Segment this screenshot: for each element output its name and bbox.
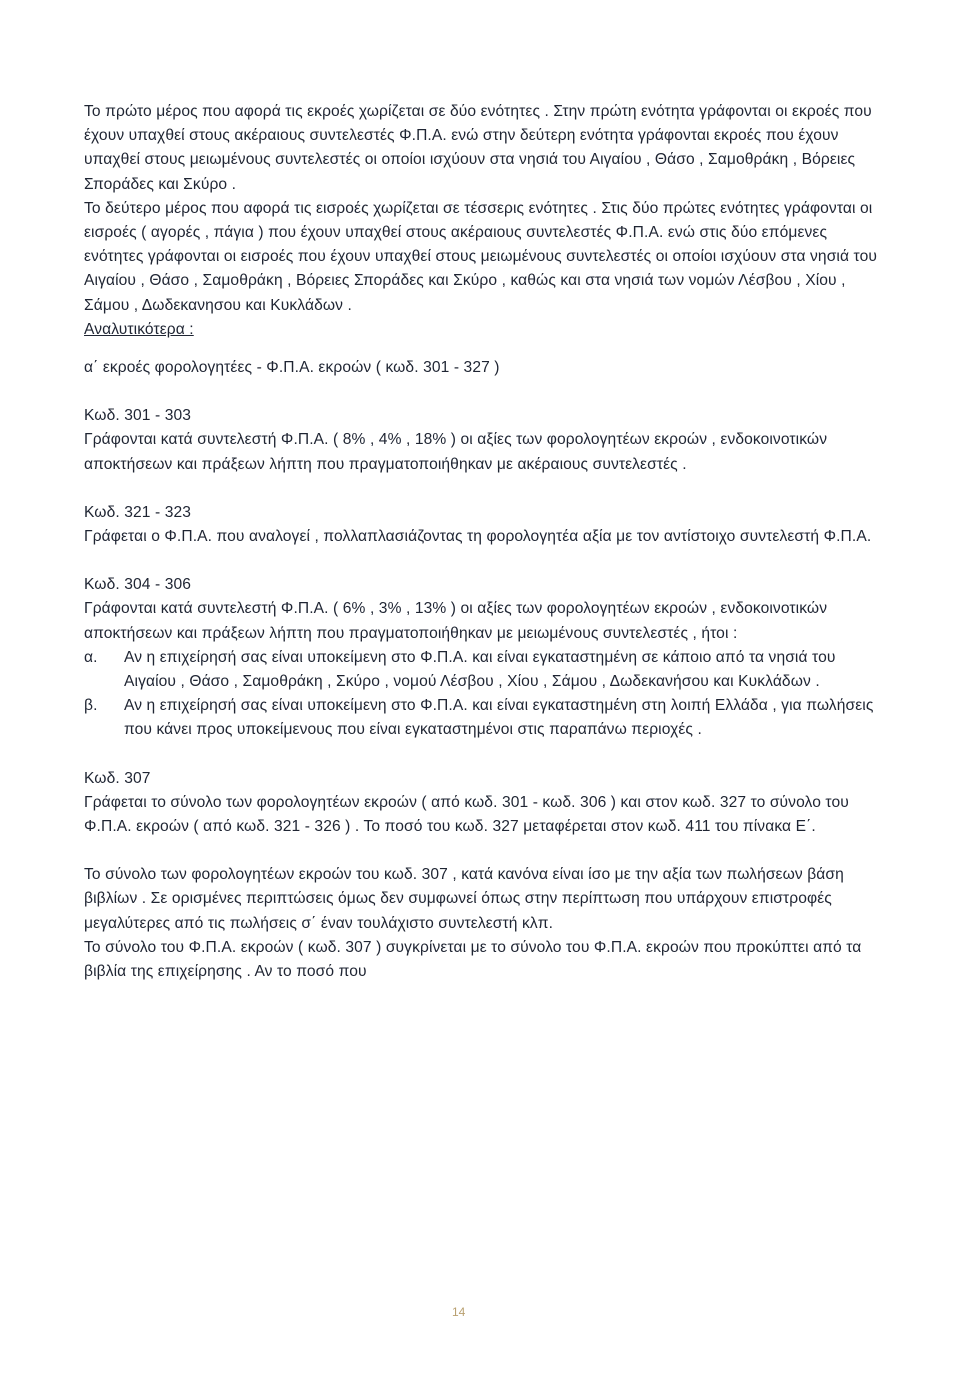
list-item-text: Αν η επιχείρησή σας είναι υποκείμενη στο Φ.Π.Α. και είναι εγκαταστημένη στη λοιπή Ελλάδα , για πωλήσεις που κάνει προς υποκείμενους που είναι εγκαταστημένοι στις παραπάνω περιοχές .	[124, 697, 874, 739]
list-item-marker: β.	[84, 697, 98, 715]
intro-paragraph-inputs: Το δεύτερο μέρος που αφορά τις εισροές χωρίζεται σε τέσσερις ενότητες . Στις δύο πρώτες ενότητες γράφονται οι εισροές ( αγορές , πάγια ) που έχουν υπαχθεί στους ακέραιους συντελεστές Φ.Π.Α. ενώ στις δύο επόμενες ενότητες γράφονται οι εισροές που έχουν υπαχθεί στους μειωμένους συντελεστές οι οποίοι ισχύουν στα νησιά του Αιγαίου , Θάσο , Σαμοθράκη , Βόρειες Σποράδες και Σκύρο , καθώς και στα νησιά των νομών Λέσβου , Χίου , Σάμου , Δωδεκανησου και Κυκλάδων .	[84, 199, 877, 314]
page-number: 14	[452, 1305, 466, 1319]
code-307-title: Κωδ. 307	[84, 769, 151, 787]
section-a-title: α΄ εκροές φορολογητέες - Φ.Π.Α. εκροών ( κωδ. 301 - 327 )	[84, 359, 500, 377]
list-item-text: Αν η επιχείρησή σας είναι υποκείμενη στο Φ.Π.Α. και είναι εγκαταστημένη σε κάποιο από τα νησιά του Αιγαίου , Θάσο , Σαμοθράκη , Σκύρο , νομού Λέσβου , Χίου , Σάμου , Δωδεκανήσου και Κυκλάδων .	[124, 648, 836, 691]
page-content	[84, 100, 884, 984]
code-301-title: Κωδ. 301 - 303	[84, 407, 192, 425]
list-item	[84, 646, 884, 694]
closing-paragraph-totals: Το σύνολο του Φ.Π.Α. εκροών ( κωδ. 307 ) συγκρίνεται με το σύνολο του Φ.Π.Α. εκροών που προκύπτει από τα βιβλία της επιχείρησης . Αν το ποσό που	[84, 938, 862, 981]
list-item	[84, 694, 884, 742]
code-304-title: Κωδ. 304 - 306	[84, 576, 192, 594]
closing-paragraph-comparison: Το σύνολο των φορολογητέων εκροών του κωδ. 307 , κατά κανόνα είναι ίσο με την αξία των πωλήσεων βάση βιβλίων . Σε ορισμένες περιπτώσεις όμως δεν συμφωνεί όπως στην περίπτωση που υπάρχουν επιστροφές μεγαλύτερες από τις πωλήσεις σ΄ έναν τουλάχιστο συντελεστή κλπ.	[84, 866, 844, 932]
list-item-marker: α.	[84, 648, 98, 666]
code-304-text: Γράφονται κατά συντελεστή Φ.Π.Α. ( 6% , 3% , 13% ) οι αξίες των φορολογητέων εκροών , ενδοκοινοτικών αποκτήσεων και πράξεων λήπτη που πραγματοποιήθηκαν με μειωμένους συντελεστές , ήτοι :	[84, 600, 828, 642]
code-321-text: Γράφεται ο Φ.Π.Α. που αναλογεί , πολλαπλασιάζοντας τη φορολογητέα αξία με τον αντίστοιχο συντελεστή Φ.Π.Α.	[84, 528, 872, 546]
code-301-text: Γράφονται κατά συντελεστή Φ.Π.Α. ( 8% , 4% , 18% ) οι αξίες των φορολογητέων εκροών , ενδοκοινοτικών αποκτήσεων και πράξεων λήπτη που πραγματοποιήθηκαν με ακέραιους συντελεστές .	[84, 431, 828, 473]
code-307-text: Γράφεται το σύνολο των φορολογητέων εκροών ( από κωδ. 301 - κωδ. 306 ) και στον κωδ. 327 το σύνολο του Φ.Π.Α. εκροών ( από κωδ. 321 - 326 ) . Το ποσό του κωδ. 327 μεταφέρεται στον κωδ. 411 του πίνακα Ε΄.	[84, 793, 849, 836]
intro-paragraph-outputs: Το πρώτο μέρος που αφορά τις εκροές χωρίζεται σε δύο ενότητες . Στην πρώτη ενότητα γράφονται οι εκροές που έχουν υπαχθεί στους ακέραιους συντελεστές Φ.Π.Α. ενώ στην δεύτερη ενότητα γράφονται εκροές που έχουν υπαχθεί στους μειωμένους συντελεστές οι οποίοι ισχύουν στα νησιά του Αιγαίου , Θάσο , Σαμοθράκη , Βόρειες Σποράδες και Σκύρο .	[84, 103, 872, 193]
section-heading: Αναλυτικότερα :	[84, 320, 194, 338]
code-321-title: Κωδ. 321 - 323	[84, 503, 192, 521]
